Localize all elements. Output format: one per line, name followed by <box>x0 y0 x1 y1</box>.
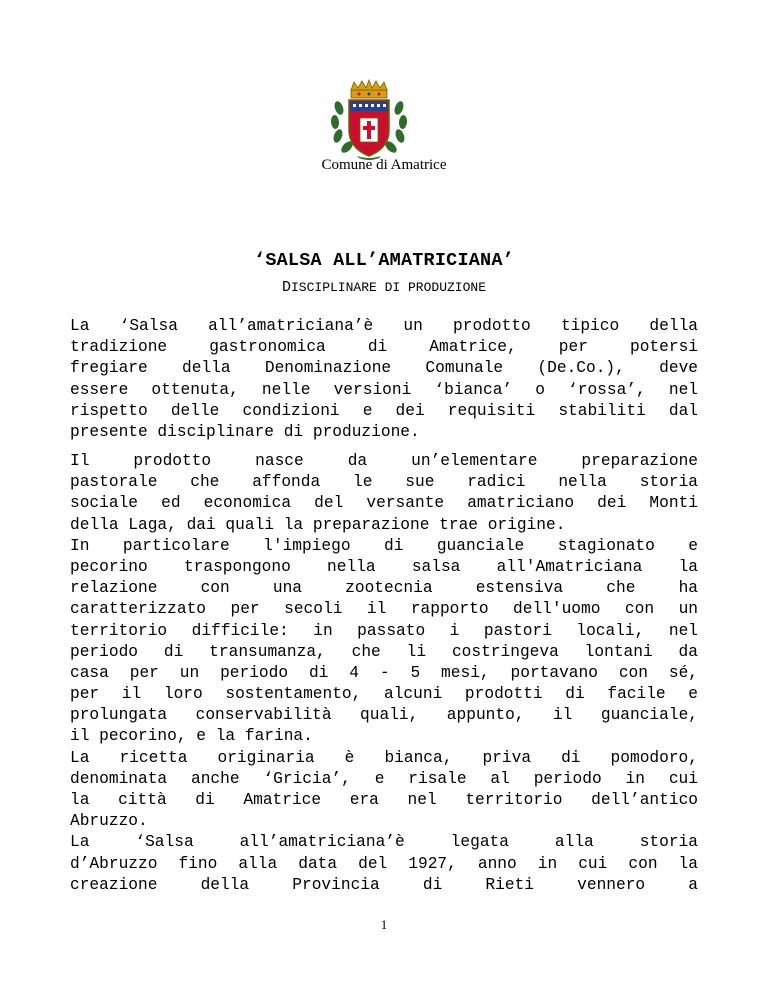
text-line: la città di Amatrice era nel territorio dell’antico <box>70 791 698 809</box>
text-line: essere ottenuta, nelle versioni ‘bianca’ o ‘rossa’, nel <box>70 380 698 399</box>
text-line: La ‘Salsa all’amatriciana’è legata alla storia <box>70 833 698 852</box>
text-line: Abruzzo. <box>70 812 148 831</box>
text-line: tradizione gastronomica di Amatrice, per potersi <box>70 338 698 357</box>
amatrice-coat-of-arms-icon <box>327 78 411 162</box>
text-line: La ‘Salsa all’amatriciana’è un prodotto tipico della <box>70 317 698 335</box>
text-line: prolungata conservabilità quali, appunto, il guanciale, <box>70 706 698 725</box>
comune-label: Comune di Amatrice <box>321 157 447 173</box>
document-subtitle <box>0 279 768 296</box>
text-line: denominata anche ‘Gricia’, e risale al periodo in cui <box>70 769 698 788</box>
text-line: territorio difficile: in passato i pastori locali, nel <box>70 621 698 640</box>
paragraph-history <box>70 451 698 896</box>
text-line: rispetto delle condizioni e dei requisiti stabiliti dal <box>70 401 698 420</box>
text-line: pecorino traspongono nella salsa all'Amatriciana la <box>70 557 698 576</box>
subtitle-initial: D <box>281 279 291 296</box>
text-line: caratterizzato per secoli il rapporto dell'uomo con un <box>70 600 698 619</box>
page-number: 1 <box>380 917 388 932</box>
text-line: creazione della Provincia di Rieti vennero a <box>70 875 698 894</box>
text-line: presente disciplinare di produzione. <box>70 422 420 441</box>
text-line: La ricetta originaria è bianca, priva di pomodoro, <box>70 748 698 767</box>
text-line: sociale ed economica del versante amatriciano dei Monti <box>70 494 698 513</box>
text-line: In particolare l'impiego di guanciale stagionato e <box>70 536 698 555</box>
text-line: pastorale che affonda le sue radici nella storia <box>70 473 698 492</box>
text-line: fregiare della Denominazione Comunale (De.Co.), deve <box>70 359 698 378</box>
subtitle-rest: ISCIPLINARE DI PRODUZIONE <box>290 280 487 295</box>
text-line: d’Abruzzo fino alla data del 1927, anno in cui con la <box>70 854 698 873</box>
text-line: relazione con una zootecnia estensiva che ha <box>70 579 698 598</box>
text-line: per il loro sostentamento, alcuni prodotti di facile e <box>70 685 698 704</box>
document-title: ‘SALSA ALL’AMATRICIANA’ <box>254 250 514 271</box>
text-line: casa per un periodo di 4 - 5 mesi, portavano con sé, <box>70 663 698 682</box>
text-line: Il prodotto nasce da un’elementare preparazione <box>70 452 698 470</box>
text-line: periodo di transumanza, che li costringeva lontani da <box>70 642 698 661</box>
paragraph-intro <box>70 316 698 443</box>
text-line: il pecorino, e la farina. <box>70 727 313 746</box>
text-line: della Laga, dai quali la preparazione trae origine. <box>70 515 566 534</box>
